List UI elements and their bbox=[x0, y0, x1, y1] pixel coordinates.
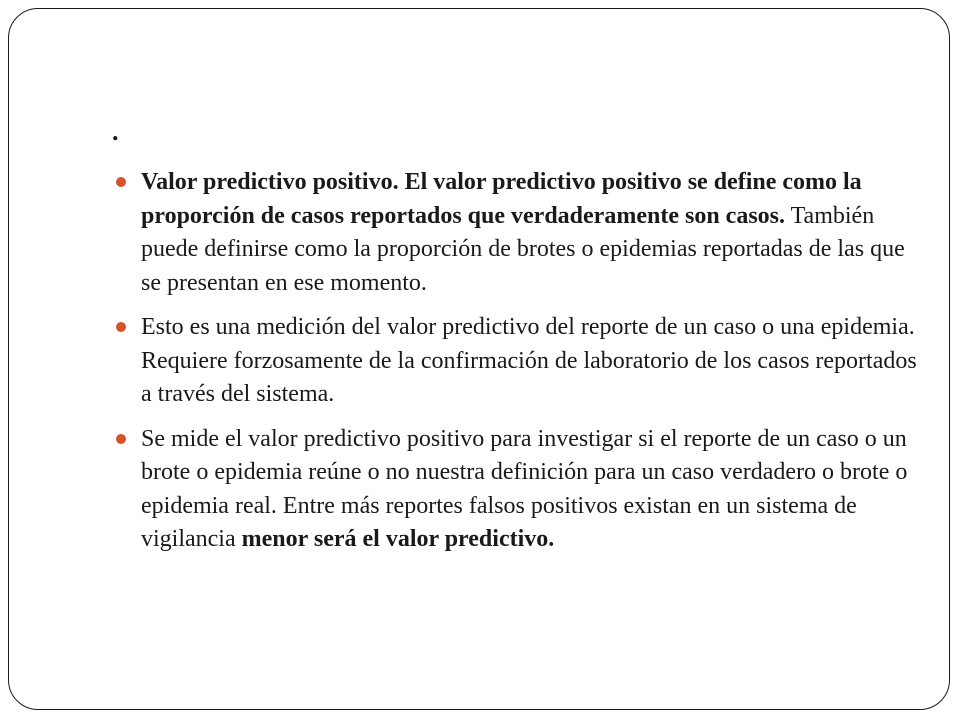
slide-frame bbox=[8, 8, 950, 710]
bullet-text: Se mide el valor predictivo positivo para investigar si el reporte de un caso o un brote o epidemia reúne o no nuestra definición para un caso verdadero o brote o epidemia real. Entre más reportes falsos positivos existan en un sistema de vigilancia bbox=[141, 425, 908, 552]
bullet-dot-icon bbox=[116, 434, 126, 444]
bullet-item-positive-predictive-value bbox=[141, 166, 921, 300]
bullet-item-measurement bbox=[141, 311, 921, 412]
bullet-dot-icon bbox=[116, 177, 126, 187]
bullet-text: Esto es una medición del valor predictivo del reporte de un caso o una epidemia. Requiere forzosamente de la confirmación de laboratorio de los casos reportados a través del sistema. bbox=[141, 314, 917, 407]
bullet-text: También puede definirse como la proporción de brotes o epidemias reportadas de las que se presentan en ese momento. bbox=[141, 202, 905, 296]
bullet-list bbox=[141, 166, 921, 568]
bullet-dot-icon bbox=[116, 322, 126, 332]
bullet-text-bold: menor será el valor predictivo. bbox=[241, 526, 555, 552]
bullet-text-bold: Valor predictivo positivo. El valor predictivo positivo se define como la proporción de casos reportados que verdaderamente son casos. bbox=[141, 169, 862, 229]
bullet-item-false-positives bbox=[141, 423, 921, 557]
title-placeholder-dot: . bbox=[112, 117, 119, 146]
